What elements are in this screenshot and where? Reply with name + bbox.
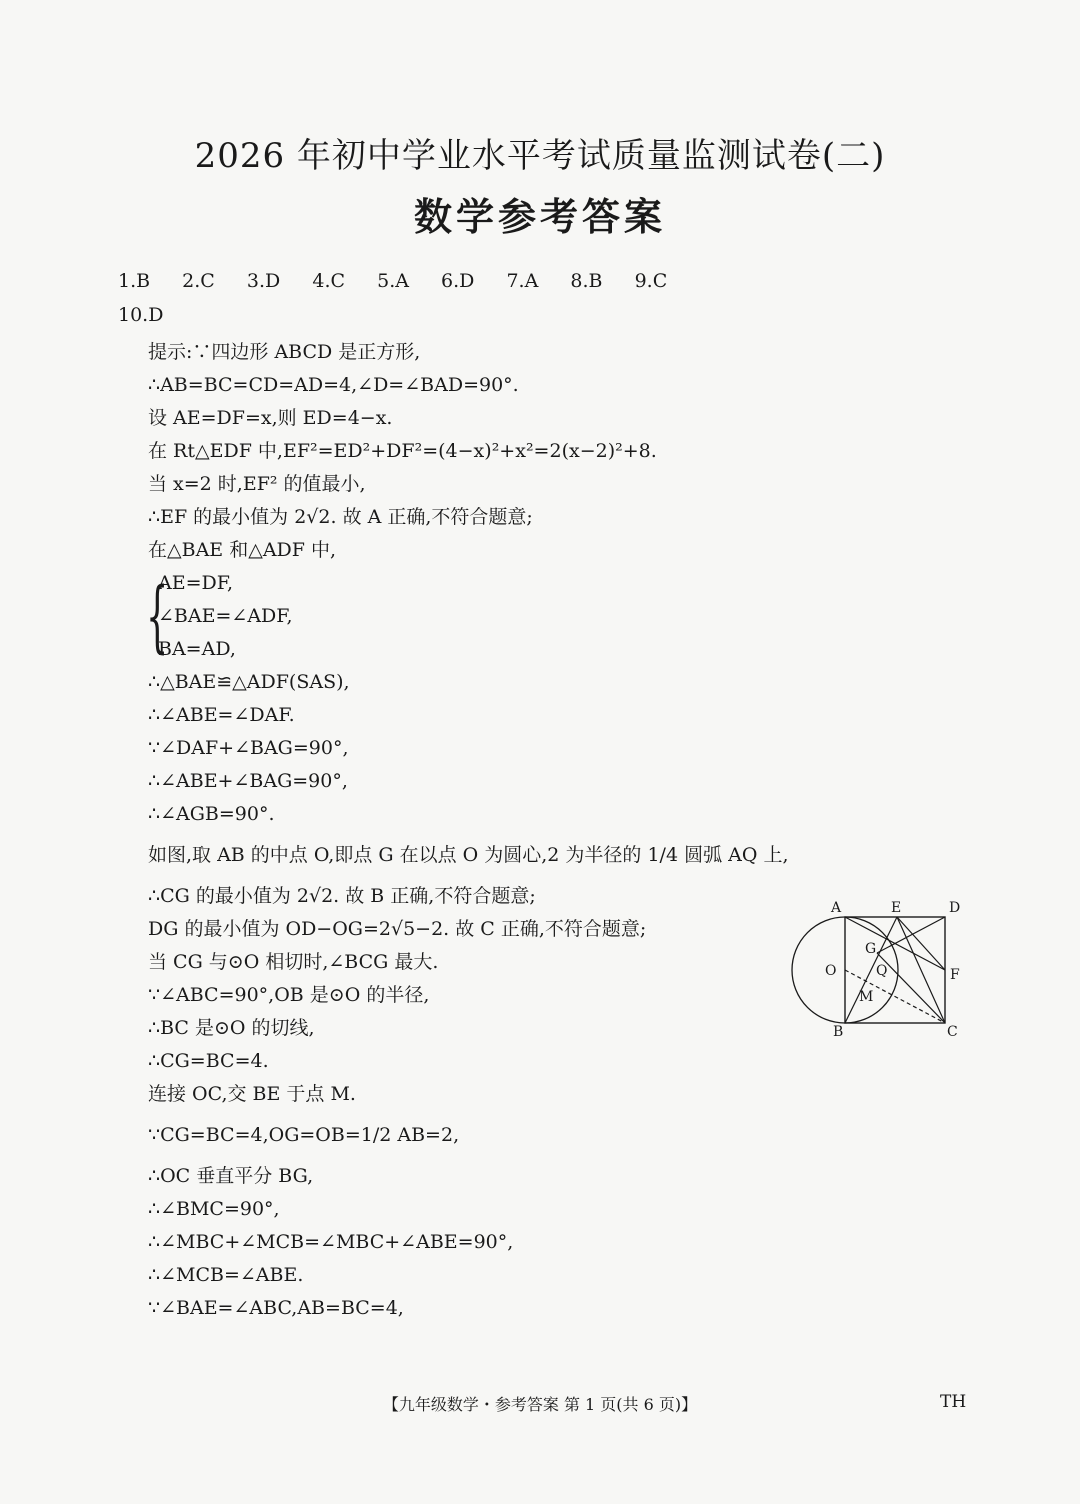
document-title: 2026 年初中学业水平考试质量监测试卷(二) xyxy=(194,136,886,176)
solution-line: ∴EF 的最小值为 2√2. 故 A 正确,不符合题意; xyxy=(148,506,533,528)
solution-line: ∴CG 的最小值为 2√2. 故 B 正确,不符合题意; xyxy=(148,885,536,907)
solution-line: ∴∠BMC=90°, xyxy=(148,1198,280,1220)
label-b: B xyxy=(833,1024,844,1040)
solution-line: 连接 OC,交 BE 于点 M. xyxy=(148,1083,356,1105)
solution-line: ∵CG=BC=4,OG=OB=1/2 AB=2, xyxy=(148,1124,460,1146)
solution-line: ∴∠ABE+∠BAG=90°, xyxy=(148,770,348,792)
congruence-conditions xyxy=(148,567,808,666)
segment-ef xyxy=(897,917,945,970)
solution-line: 如图,取 AB 的中点 O,即点 G 在以点 O 为圆心,2 为半径的 1/4 圆弧 AQ 上, xyxy=(148,844,789,866)
label-o: O xyxy=(825,963,837,979)
solution-line: ∠BAE=∠ADF, xyxy=(158,605,293,627)
solution-line: ∴∠ABE=∠DAF. xyxy=(148,704,295,726)
solution-line: ∴CG=BC=4. xyxy=(148,1050,269,1072)
solution-line: 当 CG 与⊙O 相切时,∠BCG 最大. xyxy=(148,951,439,973)
solution-line: ∵∠BAE=∠ABC,AB=BC=4, xyxy=(148,1297,404,1319)
label-c: C xyxy=(947,1024,958,1040)
solution-line: 提示:∵四边形 ABCD 是正方形, xyxy=(148,341,421,363)
solution-line: ∴BC 是⊙O 的切线, xyxy=(148,1017,315,1039)
choice-answers: 1.B 2.C 3.D 4.C 5.A 6.D 7.A 8.B 9.C xyxy=(118,270,668,292)
label-q: Q xyxy=(876,963,888,979)
solution-line: ∴AB=BC=CD=AD=4,∠D=∠BAD=90°. xyxy=(148,374,519,396)
solution-line: DG 的最小值为 OD−OG=2√5−2. 故 C 正确,不符合题意; xyxy=(148,918,647,940)
page-footer: 【九年级数学・参考答案 第 1 页(共 6 页)】 xyxy=(382,1395,698,1414)
footer-code: TH xyxy=(940,1392,967,1412)
label-m: M xyxy=(859,989,874,1005)
segment-be xyxy=(845,917,897,1023)
document-subtitle: 数学参考答案 xyxy=(413,195,666,239)
solution-line: ∴△BAE≌△ADF(SAS), xyxy=(148,671,350,693)
square-circle-diagram xyxy=(785,895,975,1045)
label-a: A xyxy=(831,900,842,916)
solution-line: 当 x=2 时,EF² 的值最小, xyxy=(148,473,366,495)
solution-body xyxy=(148,336,808,1325)
solution-line: BA=AD, xyxy=(158,638,236,660)
solution-line: ∵∠ABC=90°,OB 是⊙O 的半径, xyxy=(148,984,430,1006)
solution-line: 在△BAE 和△ADF 中, xyxy=(148,539,337,561)
solution-line: ∴∠MBC+∠MCB=∠MBC+∠ABE=90°, xyxy=(148,1231,514,1253)
segment-ce xyxy=(897,917,945,1023)
solution-line: ∴∠AGB=90°. xyxy=(148,803,275,825)
solution-line: AE=DF, xyxy=(158,572,234,594)
brace-symbol: { xyxy=(146,572,169,662)
solution-line: ∴∠MCB=∠ABE. xyxy=(148,1264,304,1286)
question-10-answer: 10.D xyxy=(118,304,164,326)
solution-line: 在 Rt△EDF 中,EF²=ED²+DF²=(4−x)²+x²=2(x−2)²+8. xyxy=(148,440,657,462)
solution-line: ∴OC 垂直平分 BG, xyxy=(148,1165,314,1187)
label-d: D xyxy=(949,900,961,916)
solution-line: ∵∠DAF+∠BAG=90°, xyxy=(148,737,349,759)
solution-line: 设 AE=DF=x,则 ED=4−x. xyxy=(148,407,393,429)
geometry-figure xyxy=(785,895,975,1045)
label-e: E xyxy=(891,900,902,916)
label-g: G xyxy=(865,941,877,957)
label-f: F xyxy=(950,967,960,983)
